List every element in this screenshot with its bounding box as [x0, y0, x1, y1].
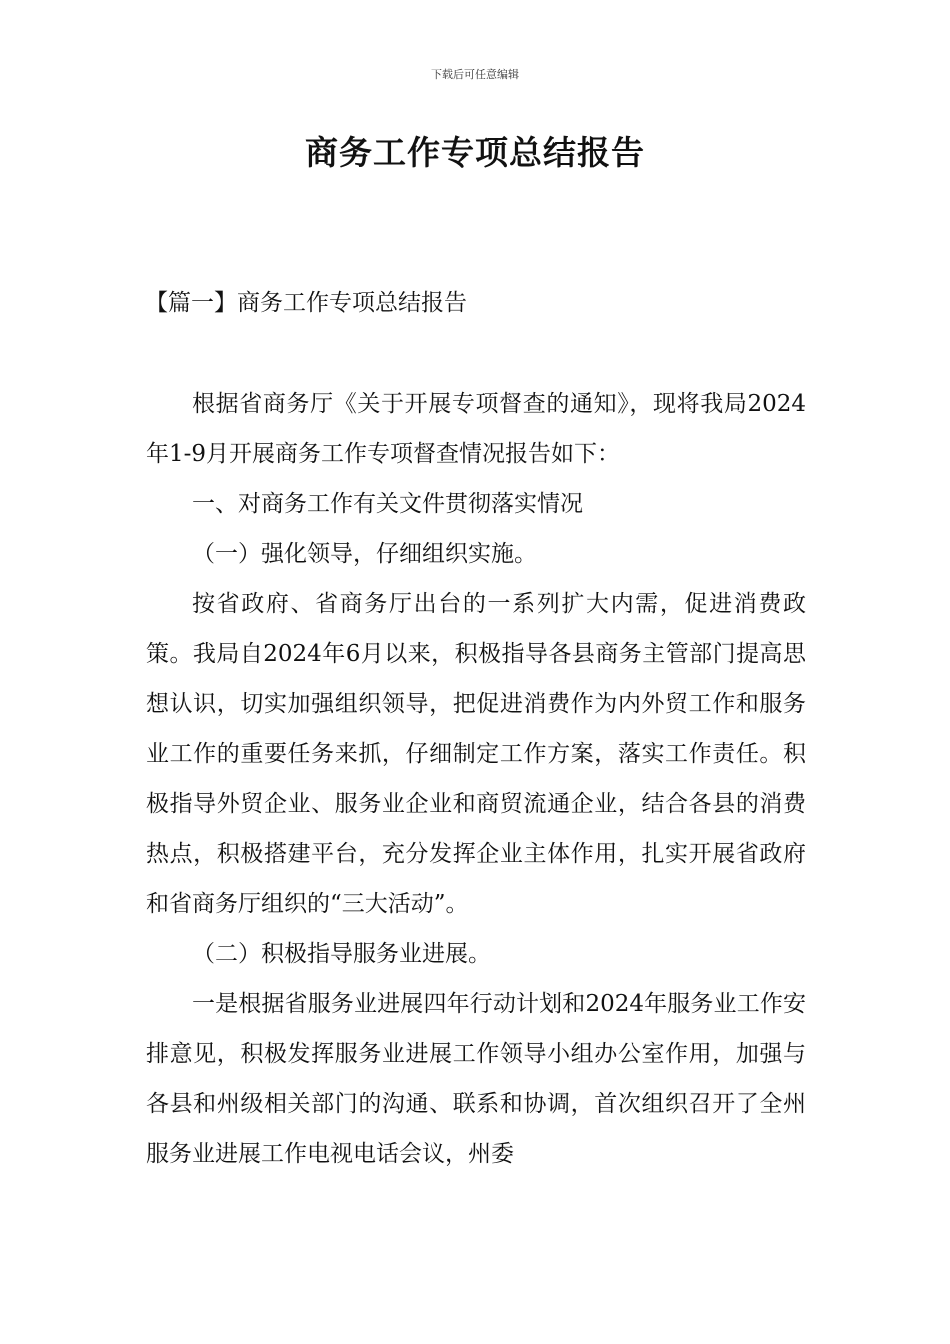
subheading-one: （一）强化领导，仔细组织实施。	[192, 541, 537, 567]
paragraph-consumption-policy: 按省政府、省商务厅出台的一系列扩大内需，促进消费政策。我局自2024年6月以来，积极指导各县商务主管部门提高思想认识，切实加强组织领导，把促进消费作为内外贸工作和服务业工作的重要任务来抓，仔细制定工作方案，落实工作责任。积极指导外贸企业、服务业企业和商贸流通企业，结合各县的消费热点，积极搭建平台，充分发挥企业主体作用，扎实开展省政府和省商务厅组织的“三大活动”。	[146, 591, 806, 917]
document-body	[146, 379, 806, 1179]
page-header-note: 下载后可任意编辑	[431, 68, 519, 81]
paragraph-intro: 根据省商务厅《关于开展专项督查的通知》，现将我局2024年1-9月开展商务工作专项督查情况报告如下：	[146, 391, 806, 467]
subheading-two: （二）积极指导服务业进展。	[192, 941, 491, 967]
heading-part-one: 一、对商务工作有关文件贯彻落实情况	[192, 491, 583, 517]
paragraph-service-industry: 一是根据省服务业进展四年行动计划和2024年服务业工作安排意见，积极发挥服务业进展工作领导小组办公室作用，加强与各县和州级相关部门的沟通、联系和协调，首次组织召开了全州服务业进展工作电视电话会议，州委	[146, 991, 806, 1167]
section-heading: 【篇一】商务工作专项总结报告	[145, 290, 467, 316]
document-title: 商务工作专项总结报告	[305, 133, 645, 172]
